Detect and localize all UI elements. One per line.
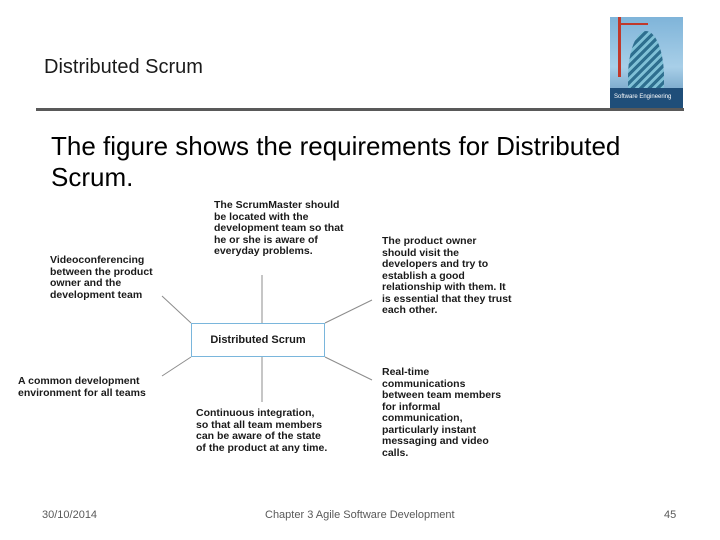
connector-lower-left (162, 357, 191, 376)
node-upper-left: Videoconferencing between the product owner and the development team (50, 254, 153, 301)
connector-upper-right (325, 300, 372, 323)
footer-chapter: Chapter 3 Agile Software Development (265, 509, 455, 521)
footer-date: 30/10/2014 (42, 509, 98, 521)
cover-title: Software Engineering (614, 94, 672, 100)
node-bottom: Continuous integration, so that all team members can be aware of the state of the product at any time. (196, 407, 328, 454)
diagram-center-node: Distributed Scrum (191, 323, 325, 357)
slide-title: Distributed Scrum (44, 56, 203, 78)
node-upper-right: The product owner should visit the developers and try to establish a good relationship with them. It is essential that they trust each other. (382, 235, 512, 316)
node-lower-right: Real-time communications between team members for informal communication, particularly instant messaging and video calls. (382, 366, 502, 459)
node-top: The ScrumMaster should be located with the development team so that he or she is aware of everyday problems. (214, 199, 344, 257)
node-lower-left: A common development environment for all teams (18, 375, 146, 399)
body-text: The figure shows the requirements for Distributed Scrum. (51, 131, 621, 192)
connector-lower-right (325, 357, 372, 380)
footer-page-number: 45 (664, 509, 677, 521)
